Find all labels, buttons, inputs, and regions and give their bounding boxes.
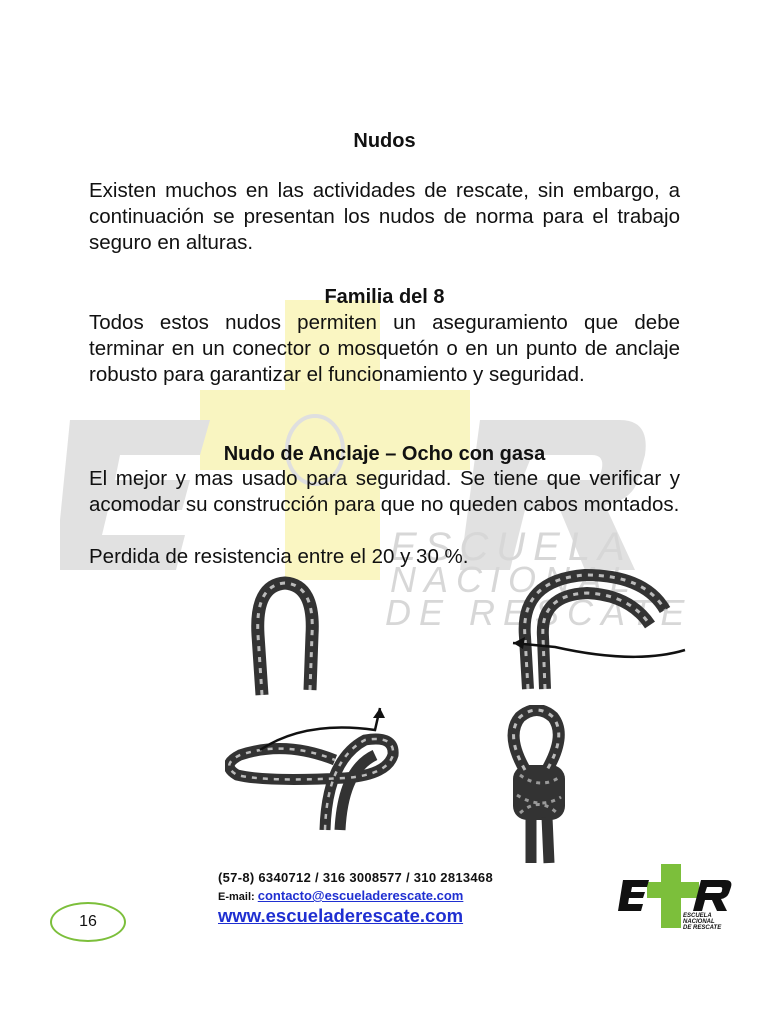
watermark-text-1: ESCUELA [390, 525, 633, 569]
section-heading-anclaje: Nudo de Anclaje – Ocho con gasa [223, 443, 546, 465]
page-title: Nudos [353, 130, 416, 152]
footer-contact [218, 870, 493, 927]
knot-step-3-illustration [225, 700, 425, 835]
section-text-familia: Todos estos nudos permiten un aseguramiento que debe terminar en un conector o mosquetón o en un punto de anclaje robusto para garantizar el funcionamiento y seguridad. [89, 311, 680, 386]
watermark-text-3: DE RESCATE [385, 592, 693, 633]
knot-step-4-illustration [495, 705, 585, 865]
knot-step-2-illustration [495, 565, 690, 693]
logo-text-2: NACIONAL [683, 919, 715, 925]
section-heading-familia: Familia del 8 [324, 286, 445, 308]
footer-email-line [218, 888, 493, 903]
watermark-text-2: NACIONAL [390, 559, 639, 600]
logo-text-3: DE RESCATE [683, 925, 722, 930]
email-label: E-mail: [218, 891, 255, 903]
website-link[interactable]: www.escueladerescate.com [218, 905, 464, 926]
resistance-loss-text: Perdida de resistencia entre el 20 y 30 %. [89, 545, 469, 568]
logo-text-1: ESCUELA [683, 913, 712, 919]
email-link[interactable]: contacto@escueladerescate.com [257, 888, 464, 903]
section-text-anclaje: El mejor y mas usado para seguridad. Se tiene que verificar y acomodar su construcción para que no queden cabos montados. [89, 467, 680, 516]
knot-step-1-illustration [240, 575, 330, 700]
intro-paragraph: Existen muchos en las actividades de rescate, sin embargo, a continuación se presentan los nudos de norma para el trabajo seguro en alturas. [89, 179, 680, 254]
footer-phones: (57-8) 6340712 / 316 3008577 / 310 2813468 [218, 870, 493, 885]
page-number: 16 [50, 902, 126, 942]
school-logo [617, 862, 737, 930]
